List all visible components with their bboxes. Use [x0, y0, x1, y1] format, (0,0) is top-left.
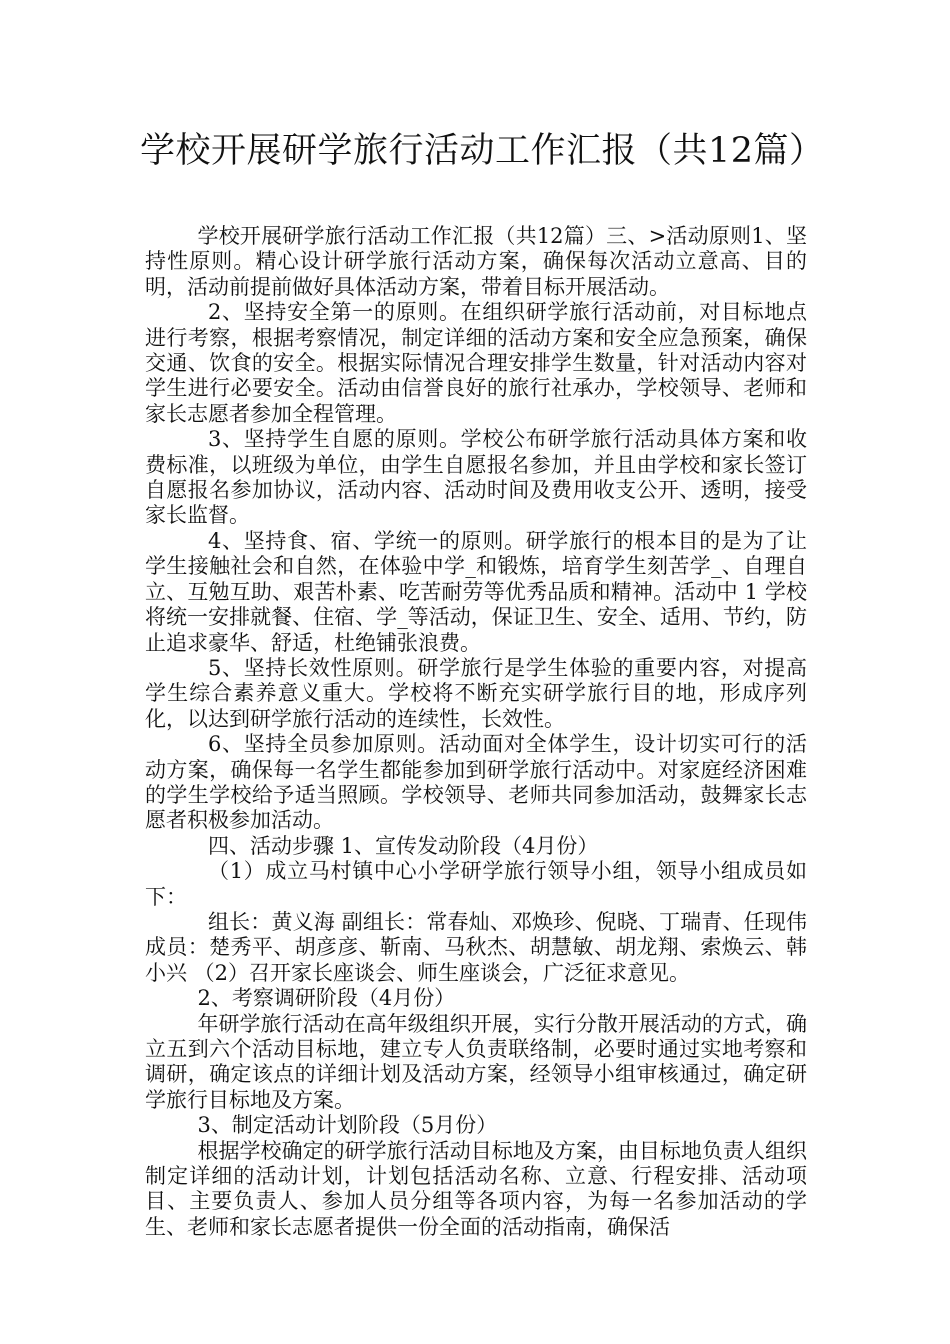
section-heading: 四、活动步骤 1、宣传发动阶段（4月份） [208, 833, 599, 858]
paragraph: 3、坚持学生自愿的原则。学校公布研学旅行活动具体方案和收费标准，以班级为单位，由学生自愿报名参加，并且由学校和家长签订自愿报名参加协议，活动内容、活动时间及费用收支公开、透明，接受家长监督。 [145, 427, 807, 528]
document-title: 学校开展研学旅行活动工作汇报（共12篇） [140, 131, 825, 171]
paragraph: 5、坚持长效性原则。研学旅行是学生体验的重要内容，对提高学生综合素养意义重大。学校将不断充实研学旅行目的地，形成序列化，以达到研学旅行活动的连续性，长效性。 [145, 655, 807, 731]
section-heading: 3、制定活动计划阶段（5月份） [197, 1113, 498, 1138]
paragraph: 组长：黄义海 副组长：常春灿、邓焕珍、倪晓、丁瑞青、任现伟 成员：楚秀平、胡彦彦、靳南、马秋杰、胡慧敏、胡龙翔、索焕云、韩小兴 （2）召开家长座谈会、师生座谈会，广泛征求意见。 [145, 909, 807, 985]
paragraph: （1）成立马村镇中心小学研学旅行领导小组，领导小组成员如下： [145, 859, 807, 909]
section-heading: 2、考察调研阶段（4月份） [197, 986, 456, 1011]
paragraph: 年研学旅行活动在高年级组织开展，实行分散开展活动的方式，确立五到六个活动目标地，建立专人负责联络制，必要时通过实地考察和调研，确定该点的详细计划及活动方案，经领导小组审核通过，确定研学旅行目标地及方案。 [145, 1011, 807, 1112]
paragraph: 4、坚持食、宿、学统一的原则。研学旅行的根本目的是为了让学生接触社会和自然，在体验中学_和锻炼，培育学生刻苦学_、自理自立、互勉互助、艰苦朴素、吃苦耐劳等优秀品质和精神。活动中 1 学校将统一安排就餐、住宿、学_等活动，保证卫生、安全、适用、节约，防止追求豪华、舒适，杜绝铺张浪费。 [145, 528, 807, 655]
paragraph: 2、坚持安全第一的原则。在组织研学旅行活动前，对目标地点进行考察，根据考察情况，制定详细的活动方案和安全应急预案，确保交通、饮食的安全。根据实际情况合理安排学生数量，针对活动内容对学生进行必要安全。活动由信誉良好的旅行社承办，学校领导、老师和家长志愿者参加全程管理。 [145, 300, 807, 426]
document-body [145, 224, 807, 1240]
paragraph: 6、坚持全员参加原则。活动面对全体学生，设计切实可行的活动方案，确保每一名学生都能参加到研学旅行活动中。对家庭经济困难的学生学校给予适当照顾。学校领导、老师共同参加活动，鼓舞家长志愿者积极参加活动。 [145, 732, 807, 833]
paragraph: 根据学校确定的研学旅行活动目标地及方案，由目标地负责人组织制定详细的活动计划，计划包括活动名称、立意、行程安排、活动项目、主要负责人、参加人员分组等各项内容，为每一名参加活动的学生、老师和家长志愿者提供一份全面的活动指南，确保活 [145, 1138, 807, 1239]
paragraph: 学校开展研学旅行活动工作汇报（共12篇）三、>活动原则1、坚持性原则。精心设计研学旅行活动方案，确保每次活动立意高、目的明，活动前提前做好具体活动方案，带着目标开展活动。 [145, 224, 807, 299]
